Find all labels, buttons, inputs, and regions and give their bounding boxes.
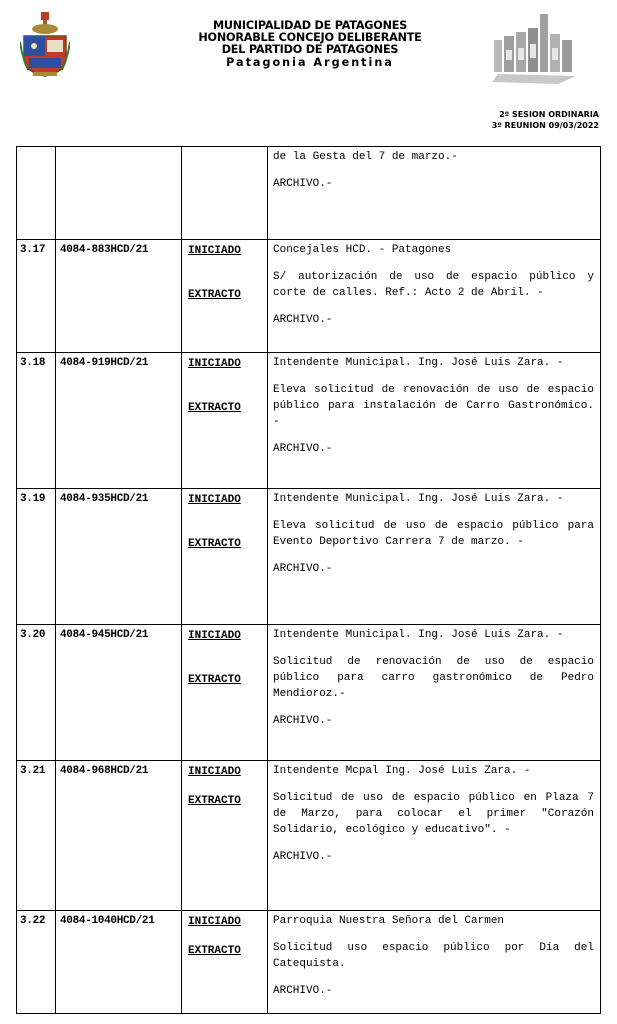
expediente-number: 4084-968HCD/21	[60, 765, 149, 777]
extracto-label: EXTRACTO	[188, 795, 241, 807]
label-cell	[182, 240, 268, 353]
expediente-cell	[56, 489, 182, 625]
expediente-number: 4084-945HCD/21	[60, 629, 149, 641]
text-cell	[268, 911, 601, 1014]
municipal-crest-logo	[20, 12, 70, 78]
extracto-label: EXTRACTO	[188, 289, 241, 301]
iniciado-text: Intendente Municipal. Ing. José Luis Zara. -	[273, 357, 564, 369]
iniciado-label: INICIADO	[188, 630, 241, 642]
text-cell	[268, 353, 601, 489]
expediente-cell	[56, 911, 182, 1014]
institution-title	[110, 20, 510, 69]
session-reunion-date: 3º REUNION 09/03/2022	[491, 121, 599, 130]
title-line-municipalidad: MUNICIPALIDAD DE PATAGONES	[212, 19, 408, 32]
extracto-text: Eleva solicitud de renovación de uso de espacio público para instalación de Carro Gastronómico. -	[273, 384, 594, 428]
title-line-concejo: HONORABLE CONCEJO DELIBERANTE	[198, 31, 422, 44]
iniciado-label: INICIADO	[188, 358, 241, 370]
expediente-number: 4084-883HCD/21	[60, 244, 149, 256]
expediente-number: 4084-919HCD/21	[60, 357, 149, 369]
iniciado-text: Concejales HCD. - Patagones	[273, 244, 452, 256]
label-cell	[182, 761, 268, 911]
expediente-cell	[56, 353, 182, 489]
agenda-table	[16, 146, 601, 1014]
extracto-text: Solicitud uso espacio público por Día del Catequista.	[273, 942, 594, 970]
label-cell	[182, 625, 268, 761]
item-number-cell	[17, 240, 56, 353]
item-number-cell	[17, 147, 56, 240]
item-number-cell	[17, 489, 56, 625]
text-cell	[268, 761, 601, 911]
continuation-text: de la Gesta del 7 de marzo.-	[273, 151, 458, 163]
iniciado-text: Parroquia Nuestra Señora del Carmen	[273, 915, 505, 927]
item-number-cell	[17, 353, 56, 489]
iniciado-text: Intendente Municipal. Ing. José Luis Zara. -	[273, 629, 564, 641]
extracto-text: Solicitud de uso de espacio público en Plaza 7 de Marzo, para colocar el primer "Corazón Solidario, ecológico y educativo". -	[273, 792, 594, 836]
archivo-text: ARCHIVO.-	[273, 314, 333, 326]
archivo-text: ARCHIVO.-	[273, 851, 333, 863]
text-cell	[268, 240, 601, 353]
item-number-cell	[17, 761, 56, 911]
archivo-text: ARCHIVO.-	[273, 715, 333, 727]
label-cell	[182, 489, 268, 625]
text-cell	[268, 489, 601, 625]
iniciado-label: INICIADO	[188, 766, 241, 778]
item-number: 3.18	[20, 357, 46, 369]
label-cell	[182, 353, 268, 489]
extracto-label: EXTRACTO	[188, 402, 241, 414]
text-cell	[268, 625, 601, 761]
item-number-cell	[17, 911, 56, 1014]
expediente-number: 4084-1040HCD/21	[60, 915, 155, 927]
council-building-logo	[488, 10, 580, 86]
item-number: 3.22	[20, 915, 46, 927]
archivo-text: ARCHIVO.-	[273, 563, 333, 575]
expediente-cell	[56, 240, 182, 353]
agenda-row	[17, 353, 601, 489]
expediente-number: 4084-935HCD/21	[60, 493, 149, 505]
session-ordinaria: 2º SESION ORDINARIA	[499, 110, 599, 119]
label-cell	[182, 147, 268, 240]
agenda-row-continuation	[17, 147, 601, 240]
title-line-partido: DEL PARTIDO DE PATAGONES	[221, 43, 399, 56]
extracto-label: EXTRACTO	[188, 538, 241, 550]
label-cell	[182, 911, 268, 1014]
agenda-row	[17, 240, 601, 353]
expediente-cell	[56, 147, 182, 240]
iniciado-label: INICIADO	[188, 494, 241, 506]
title-line-patagonia: Patagonia Argentina	[226, 56, 394, 69]
extracto-label: EXTRACTO	[188, 945, 241, 957]
item-number: 3.19	[20, 493, 46, 505]
item-number: 3.17	[20, 244, 46, 256]
agenda-row	[17, 761, 601, 911]
item-number-cell	[17, 625, 56, 761]
item-number: 3.21	[20, 765, 46, 777]
extracto-text: Solicitud de renovación de uso de espacio público para carro gastronómico de Pedro Mendioroz.-	[273, 656, 594, 700]
text-cell	[268, 147, 601, 240]
iniciado-label: INICIADO	[188, 916, 241, 928]
agenda-row	[17, 911, 601, 1014]
iniciado-label: INICIADO	[188, 245, 241, 257]
iniciado-text: Intendente Mcpal Ing. José Luis Zara. -	[273, 765, 531, 777]
page-header	[0, 0, 617, 100]
agenda-row	[17, 489, 601, 625]
extracto-label: EXTRACTO	[188, 674, 241, 686]
extracto-text: Eleva solicitud de uso de espacio público para Evento Deportivo Carrera 7 de marzo. -	[273, 520, 594, 548]
session-info	[492, 109, 599, 131]
expediente-cell	[56, 761, 182, 911]
iniciado-text: Intendente Municipal. Ing. José Luis Zara. -	[273, 493, 564, 505]
item-number: 3.20	[20, 629, 46, 641]
agenda-row	[17, 625, 601, 761]
expediente-cell	[56, 625, 182, 761]
extracto-text: S/ autorización de uso de espacio público y corte de calles. Ref.: Acto 2 de Abril. -	[273, 271, 594, 299]
archivo-text: ARCHIVO.-	[273, 443, 333, 455]
archivo-text: ARCHIVO.-	[273, 985, 333, 997]
archivo-text: ARCHIVO.-	[273, 178, 333, 190]
